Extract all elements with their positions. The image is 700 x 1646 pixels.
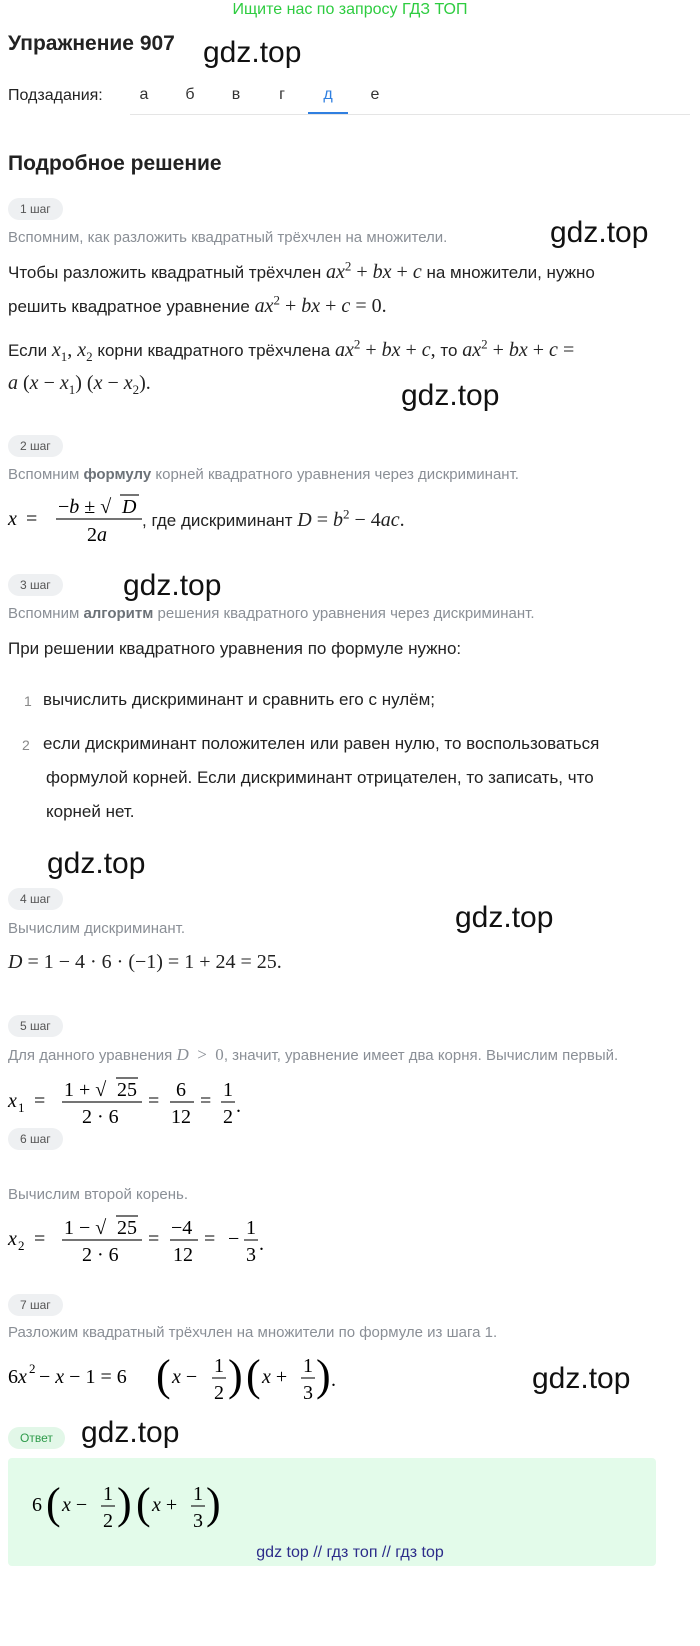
formula: $x_1$, $x_2$	[51, 339, 93, 364]
svg-text:(: (	[246, 1351, 261, 1400]
svg-text:3: 3	[303, 1382, 313, 1404]
watermark: gdz.top	[455, 901, 554, 934]
text-part: Для данного уравнения	[8, 1047, 173, 1064]
svg-text:): )	[316, 1351, 331, 1400]
svg-text:=: =	[34, 1228, 46, 1250]
svg-text:6: 6	[32, 1494, 42, 1516]
formula: $ax^2$ + bx + c =	[462, 336, 575, 361]
svg-text:=: =	[148, 1090, 160, 1112]
svg-text:x: x	[8, 1090, 17, 1112]
text-part: то	[440, 341, 458, 360]
tab-a[interactable]: а	[139, 86, 149, 103]
svg-text:12: 12	[171, 1106, 191, 1128]
list-item: вычислить дискриминант и сравнить его с нулём;	[43, 690, 436, 709]
svg-text:x −: x −	[172, 1366, 198, 1388]
step-text	[8, 258, 595, 284]
svg-text:− x − 1 = 6: − x − 1 = 6	[39, 1366, 127, 1388]
text-part: , значит, уравнение имеет два корня. Вычислим первый.	[223, 1047, 619, 1064]
svg-text:): )	[206, 1479, 221, 1528]
watermark: gdz.top	[401, 379, 500, 412]
svg-text:1: 1	[223, 1079, 233, 1101]
watermark: gdz.top	[550, 216, 649, 249]
watermark: gdz.top	[123, 569, 222, 602]
step-text	[8, 951, 282, 974]
svg-text:x +: x +	[152, 1494, 178, 1516]
text-part: на множители, нужно	[426, 263, 595, 282]
svg-text:): )	[228, 1351, 243, 1400]
svg-text:x −: x −	[62, 1494, 88, 1516]
solution-title: Подробное решение	[8, 152, 222, 175]
svg-text:x +: x +	[262, 1366, 288, 1388]
formula: $ax^2$ + bx + c,	[334, 336, 436, 361]
root1-formula	[6, 1068, 246, 1128]
text-part-bold: алгоритм	[83, 605, 154, 622]
text-part: решить квадратное уравнение	[8, 297, 250, 316]
svg-text:1: 1	[193, 1483, 203, 1505]
watermark: gdz.top	[47, 847, 146, 880]
list-item: формулой корней. Если дискриминант отрицателен, то записать, что	[46, 768, 594, 787]
text-part: Чтобы разложить квадратный трёхчлен	[8, 263, 322, 282]
list-number: 1	[24, 693, 32, 709]
svg-text:2: 2	[18, 1238, 25, 1253]
svg-text:(: (	[156, 1351, 171, 1400]
factorization-formula	[6, 1346, 336, 1408]
svg-text:1 + √: 1 + √	[64, 1079, 107, 1101]
svg-text:1: 1	[214, 1355, 224, 1377]
svg-text:1 − √: 1 − √	[64, 1217, 107, 1239]
tab-g[interactable]: г	[279, 86, 285, 103]
answer-badge: Ответ	[8, 1427, 65, 1449]
svg-text:2: 2	[223, 1106, 233, 1128]
formula: $D = b^2 - 4ac$.	[297, 506, 405, 531]
svg-text:x: x	[8, 1228, 17, 1250]
svg-text:1: 1	[303, 1355, 313, 1377]
tab-d[interactable]: д	[323, 86, 333, 103]
formula: a $(x - x_1)$ $(x - x_2)$.	[8, 372, 151, 397]
answer-formula	[30, 1474, 230, 1536]
step-hint	[8, 605, 535, 622]
text-part: корни квадратного трёхчлена	[97, 341, 331, 360]
svg-text:6: 6	[176, 1079, 186, 1101]
step-hint: Вспомним, как разложить квадратный трёхчлен на множители.	[8, 229, 448, 246]
svg-text:2: 2	[103, 1510, 113, 1532]
step-hint: Вычислим дискриминант.	[8, 920, 185, 937]
subtasks-label: Подзадания:	[8, 87, 103, 104]
step-badge: 4 шаг	[8, 888, 63, 910]
svg-text:2a: 2a	[87, 524, 107, 546]
svg-text:=: =	[200, 1090, 212, 1112]
text-part: , где дискриминант	[142, 511, 293, 530]
svg-text:2: 2	[214, 1382, 224, 1404]
step-text: При решении квадратного уравнения по формуле нужно:	[8, 639, 462, 658]
root2-formula	[6, 1206, 276, 1266]
svg-text:25: 25	[117, 1079, 137, 1101]
step-hint: Вычислим второй корень.	[8, 1186, 189, 1203]
svg-text:=: =	[204, 1228, 216, 1250]
subtasks-tabs	[130, 84, 690, 115]
svg-text:25: 25	[117, 1217, 137, 1239]
step-hint	[8, 1045, 618, 1065]
svg-text:2 · 6: 2 · 6	[82, 1244, 119, 1266]
tab-v[interactable]: в	[231, 86, 241, 103]
step-badge: 7 шаг	[8, 1294, 63, 1316]
page-title: Упражнение 907	[8, 32, 175, 55]
svg-text:3: 3	[246, 1244, 256, 1266]
step-hint	[8, 466, 519, 483]
footer-links[interactable]: gdz top // гдз топ // гдз top	[256, 1544, 444, 1561]
step-hint: Разложим квадратный трёхчлен на множители по формуле из шага 1.	[8, 1324, 498, 1341]
step-badge: 6 шаг	[8, 1128, 63, 1150]
watermark: gdz.top	[532, 1362, 631, 1395]
svg-text:(: (	[136, 1479, 151, 1528]
search-banner: Ищите нас по запросу ГДЗ ТОП	[232, 1, 468, 18]
text-part: Вспомним	[8, 605, 80, 622]
svg-text:.: .	[331, 1369, 336, 1391]
step-text	[8, 372, 151, 395]
svg-text:12: 12	[173, 1244, 193, 1266]
list-number: 2	[22, 737, 30, 753]
svg-text:1: 1	[103, 1483, 113, 1505]
step-badge: 3 шаг	[8, 574, 63, 596]
svg-text:D: D	[122, 496, 137, 518]
svg-text:=: =	[148, 1228, 160, 1250]
text-part: Если	[8, 341, 48, 360]
text-part: корней квадратного уравнения через дискриминант.	[155, 466, 519, 483]
step-badge: 5 шаг	[8, 1015, 63, 1037]
tab-e[interactable]: е	[370, 86, 380, 103]
svg-text:): )	[117, 1479, 132, 1528]
step-text	[142, 506, 405, 532]
watermark: gdz.top	[81, 1416, 180, 1449]
svg-text:.: .	[259, 1233, 264, 1255]
formula: $ax^2$ + bx + c = 0.	[254, 292, 387, 317]
svg-text:(: (	[46, 1479, 61, 1528]
formula: D > 0	[176, 1045, 224, 1064]
step-badge: 2 шаг	[8, 435, 63, 457]
svg-text:2 · 6: 2 · 6	[82, 1106, 119, 1128]
step-text	[8, 336, 575, 364]
svg-text:−4: −4	[171, 1217, 193, 1239]
svg-text:−: −	[228, 1228, 240, 1250]
svg-text:1: 1	[246, 1217, 256, 1239]
svg-text:2: 2	[29, 1361, 36, 1376]
formula: D = 1 − 4 · 6 · (−1) = 1 + 24 = 25.	[8, 951, 282, 973]
svg-text:3: 3	[193, 1510, 203, 1532]
svg-text:−b ± √: −b ± √	[58, 496, 112, 518]
step-badge: 1 шаг	[8, 198, 63, 220]
svg-text:6x: 6x	[8, 1366, 27, 1388]
text-part: решения квадратного уравнения через дискриминант.	[157, 605, 535, 622]
svg-text:=: =	[26, 508, 38, 530]
text-part: Вспомним	[8, 466, 80, 483]
list-item: корней нет.	[46, 802, 135, 821]
tab-b[interactable]: б	[185, 86, 195, 103]
formula: $ax^2$ + bx + c	[325, 258, 422, 283]
text-part-bold: формулу	[83, 466, 152, 483]
watermark: gdz.top	[203, 36, 302, 69]
svg-text:=: =	[34, 1090, 46, 1112]
step-text	[8, 292, 387, 318]
svg-text:1: 1	[18, 1100, 25, 1115]
list-item: если дискриминант положителен или равен нулю, то воспользоваться	[43, 734, 600, 753]
active-tab-indicator	[308, 112, 348, 114]
svg-text:.: .	[236, 1095, 241, 1117]
root-formula	[6, 486, 146, 546]
svg-text:x: x	[8, 508, 17, 530]
